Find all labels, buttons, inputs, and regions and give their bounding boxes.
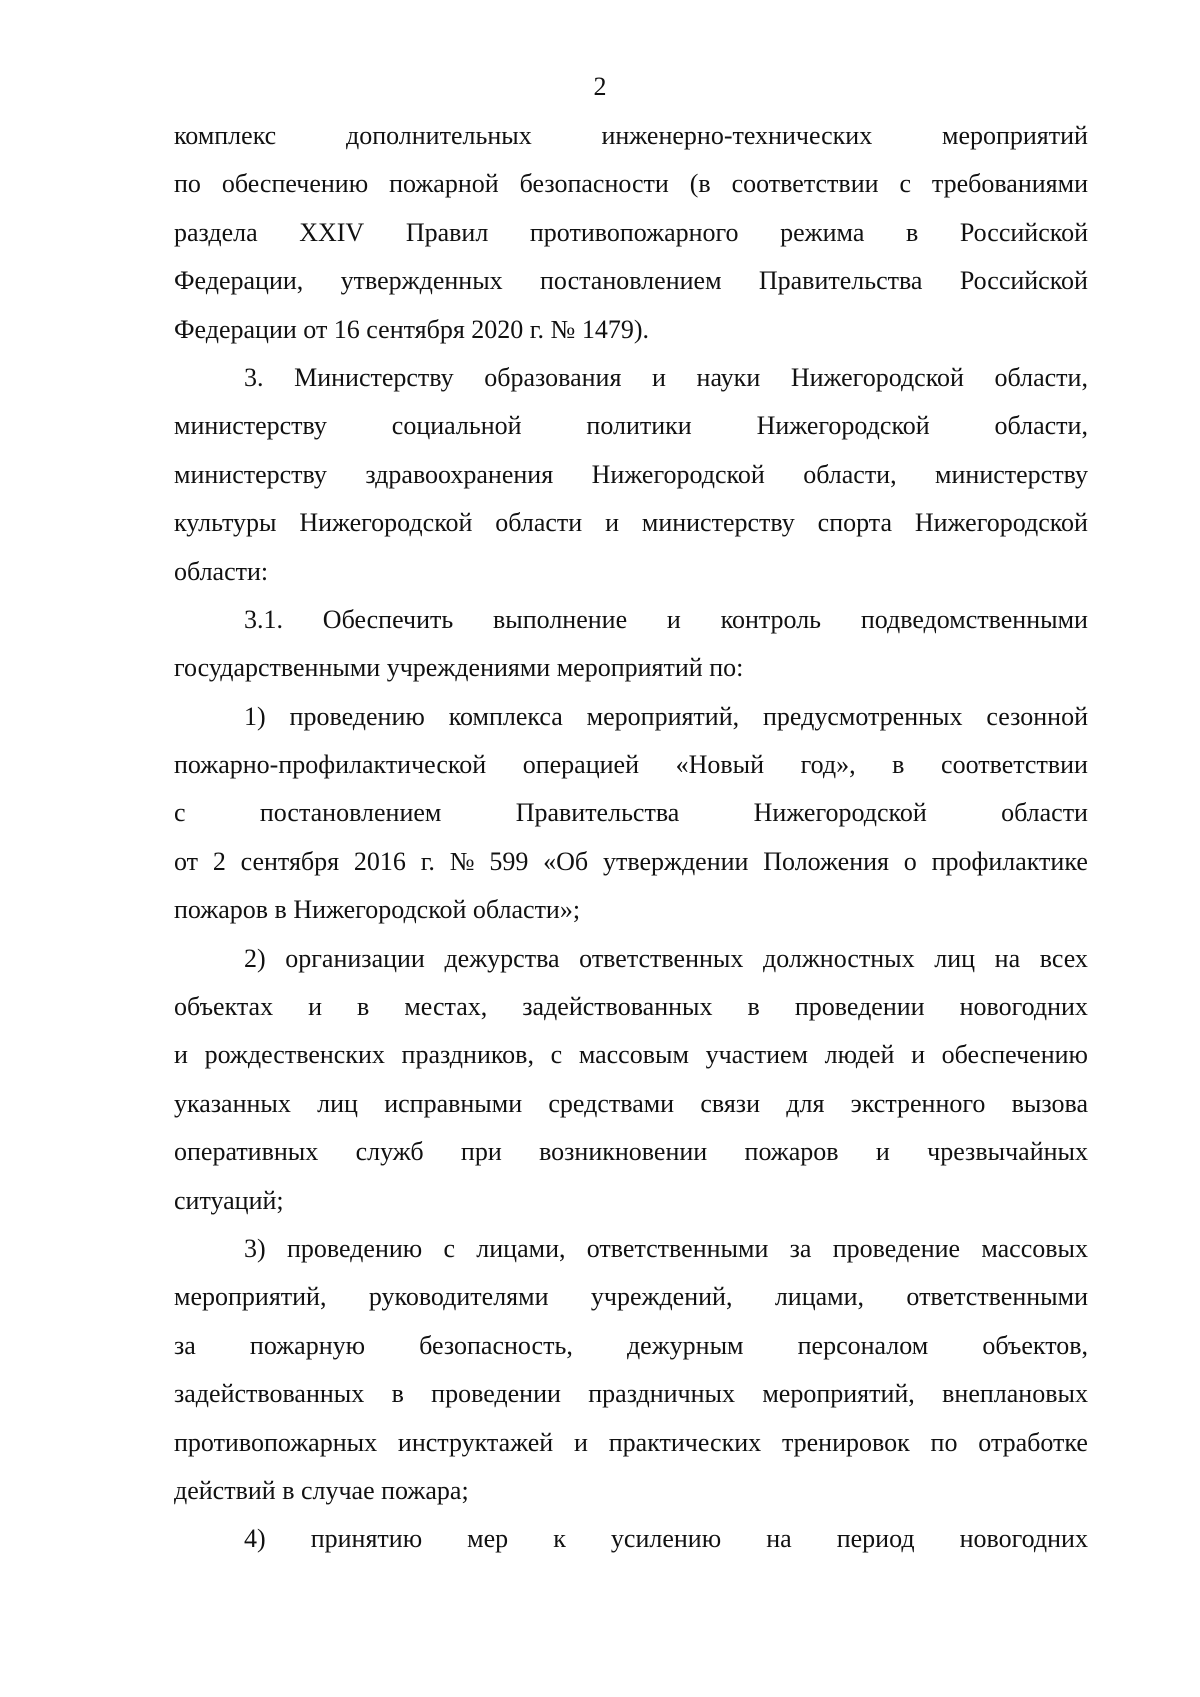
word: массовым (578, 1040, 689, 1070)
word: Правительства (515, 798, 680, 828)
word: местах, (404, 992, 488, 1022)
word: комплекса (448, 701, 563, 731)
word: лиц (934, 943, 976, 973)
word: мероприятий (941, 121, 1088, 150)
word: и (666, 604, 681, 634)
text-line (174, 1370, 1088, 1418)
word: ответственных (579, 943, 744, 973)
word: принятию (310, 1524, 423, 1554)
text-line: государственными учреждениями мероприятий по: (174, 653, 744, 683)
text-line (174, 1273, 1088, 1321)
text-line (174, 789, 1088, 837)
word: г. (420, 846, 435, 876)
word: праздничных (588, 1379, 736, 1409)
word: инженерно-технических (601, 121, 873, 150)
word: служб (355, 1137, 424, 1167)
document-body (174, 112, 1088, 1564)
page-number: 2 (593, 72, 607, 101)
word: 1) (244, 701, 266, 731)
word: контроль (720, 604, 822, 634)
word: мероприятий, (174, 1282, 327, 1312)
word: пожарной (389, 169, 499, 199)
word: области (495, 508, 583, 538)
word: усилению (610, 1524, 722, 1554)
word: оперативных (174, 1137, 319, 1167)
word: и (875, 1137, 890, 1167)
word: 2 (212, 846, 226, 876)
item-1-first-line (174, 693, 1088, 741)
word: период (836, 1524, 915, 1554)
text-line (174, 451, 1088, 499)
word: проведении (431, 1379, 561, 1409)
text-line (174, 209, 1088, 257)
word: новогодних (959, 992, 1088, 1022)
word: противопожарного (529, 217, 739, 247)
word: мероприятий, (762, 1379, 915, 1409)
word: массовых (981, 1233, 1088, 1263)
paragraph-3-first-line (174, 354, 1088, 402)
text-line: пожаров в Нижегородской области»; (174, 895, 581, 925)
text-line: области: (174, 556, 269, 586)
word: по (930, 1427, 958, 1457)
text-line: действий в случае пожара; (174, 1475, 469, 1505)
word: тренировок (781, 1427, 910, 1457)
word: отработке (978, 1427, 1088, 1457)
word: указанных (174, 1088, 291, 1118)
word: объектах (174, 992, 274, 1022)
word: № (449, 846, 475, 876)
word: социальной (391, 411, 522, 441)
word: соответствии (731, 169, 879, 199)
item-3-first-line (174, 1225, 1088, 1273)
word: год», (800, 750, 856, 780)
word: связи (700, 1088, 760, 1118)
word: постановлением (540, 266, 722, 296)
word: (в (689, 169, 711, 199)
word: новогодних (959, 1524, 1088, 1554)
word: комплекс (174, 121, 277, 150)
word: подведомственными (860, 604, 1088, 634)
word: в (357, 992, 370, 1022)
word: безопасность, (419, 1330, 573, 1360)
word: «Об (543, 846, 589, 876)
word: в (391, 1379, 404, 1409)
word: проведению (286, 1233, 423, 1263)
word: возникновении (539, 1137, 708, 1167)
word: лицами, (476, 1233, 566, 1263)
word: от (174, 846, 199, 876)
word: политики (586, 411, 692, 441)
word: предусмотренных (763, 701, 963, 731)
word: объектов, (982, 1330, 1088, 1360)
word: постановлением (259, 798, 442, 828)
word: лиц (317, 1088, 358, 1118)
word: Нижегородской (299, 508, 473, 538)
word: Обеспечить (322, 604, 454, 634)
word: министерству (174, 411, 327, 441)
word: Правительства (758, 266, 923, 296)
word: 2) (244, 943, 266, 973)
word: науки (696, 362, 761, 392)
word: Нижегородской (914, 508, 1088, 538)
word: людей (824, 1040, 895, 1070)
word: и (652, 362, 666, 392)
text-line (174, 1322, 1088, 1370)
word: 4) (244, 1524, 266, 1554)
word: области (1001, 798, 1088, 828)
word: области, (994, 362, 1088, 392)
word: раздела (174, 217, 258, 247)
word: с (550, 1040, 563, 1070)
word: в (892, 750, 905, 780)
word: практических (608, 1427, 762, 1457)
word: пожаров (744, 1137, 839, 1167)
text-line (174, 499, 1088, 547)
word: дополнительных (345, 121, 532, 150)
word: о (903, 846, 917, 876)
word: области, (803, 459, 897, 489)
word: на (766, 1524, 792, 1554)
word: 3) (244, 1233, 266, 1263)
word: и (605, 508, 619, 538)
word: проведению (289, 701, 425, 731)
paragraph-3-1-first-line (174, 596, 1088, 644)
word: участием (705, 1040, 808, 1070)
text-line: Федерации от 16 сентября 2020 г. № 1479). (174, 314, 649, 344)
word: всех (1039, 943, 1088, 973)
word: министерству (174, 459, 327, 489)
word: пожарно-профилактической (174, 750, 487, 780)
word: Министерству (294, 362, 454, 392)
word: Правил (405, 217, 489, 247)
word: обеспечению (221, 169, 369, 199)
text-line (174, 741, 1088, 789)
word: с (899, 169, 911, 199)
word: лицами, (774, 1282, 865, 1312)
word: рождественских (204, 1040, 385, 1070)
text-line: ситуаций; (174, 1185, 284, 1215)
word: 3. (244, 362, 264, 392)
word: Положения (763, 846, 889, 876)
word: требованиями (931, 169, 1088, 199)
text-line (174, 257, 1088, 305)
word: здравоохранения (365, 459, 554, 489)
word: мероприятий, (586, 701, 740, 731)
text-line (174, 1031, 1088, 1079)
word: за (174, 1330, 196, 1360)
word: культуры (174, 508, 277, 538)
word: обеспечению (941, 1040, 1088, 1070)
word: операцией (522, 750, 639, 780)
word: «Новый (675, 750, 765, 780)
text-line (174, 160, 1088, 208)
word: праздников, (401, 1040, 534, 1070)
word: 2016 (353, 846, 406, 876)
word: по (174, 169, 201, 199)
word: с (443, 1233, 456, 1263)
word: на (994, 943, 1021, 973)
word: соответствии (941, 750, 1088, 780)
item-2-first-line (174, 935, 1088, 983)
item-4-first-line (174, 1515, 1088, 1563)
word: экстренного (850, 1088, 986, 1118)
word: Нижегородской (790, 362, 964, 392)
word: утверждении (602, 846, 749, 876)
word: выполнение (493, 604, 628, 634)
word: противопожарных (174, 1427, 378, 1457)
word: организации (285, 943, 425, 973)
word: утвержденных (340, 266, 503, 296)
text-line (174, 1419, 1088, 1467)
word: Федерации, (174, 266, 304, 296)
word: 3.1. (244, 604, 283, 634)
word: образования (484, 362, 622, 392)
word: Нижегородской (756, 411, 930, 441)
word: в (747, 992, 760, 1022)
text-line (174, 112, 1088, 160)
word: режима (780, 217, 865, 247)
word: вызова (1011, 1088, 1088, 1118)
word: Нижегородской (591, 459, 765, 489)
word: проведение (832, 1233, 961, 1263)
word: Нижегородской (753, 798, 927, 828)
word: пожарную (249, 1330, 366, 1360)
word: персоналом (797, 1330, 929, 1360)
word: задействованных (522, 992, 713, 1022)
word: к (553, 1524, 566, 1554)
word: министерству (641, 508, 795, 538)
word: Российской (959, 217, 1088, 247)
word: и (174, 1040, 188, 1070)
word: профилактике (931, 846, 1088, 876)
word: в (905, 217, 919, 247)
word: 599 (489, 846, 529, 876)
word: XXIV (299, 217, 365, 247)
word: проведении (794, 992, 925, 1022)
word: Российской (959, 266, 1088, 296)
text-line (174, 983, 1088, 1031)
word: чрезвычайных (927, 1137, 1088, 1167)
word: и (911, 1040, 925, 1070)
text-line (174, 838, 1088, 886)
word: задействованных (174, 1379, 365, 1409)
word: для (786, 1088, 825, 1118)
word: с (174, 798, 186, 828)
word: внеплановых (942, 1379, 1088, 1409)
word: спорта (817, 508, 892, 538)
word: средствами (548, 1088, 675, 1118)
word: сезонной (986, 701, 1088, 731)
word: дежурным (626, 1330, 744, 1360)
word: за (789, 1233, 812, 1263)
word: мер (467, 1524, 509, 1554)
word: ответственными (586, 1233, 769, 1263)
word: ответственными (906, 1282, 1088, 1312)
word: сентября (240, 846, 340, 876)
word: министерству (935, 459, 1088, 489)
word: и (308, 992, 323, 1022)
word: при (460, 1137, 502, 1167)
word: дежурства (444, 943, 560, 973)
word: инструктажей (397, 1427, 554, 1457)
text-line (174, 402, 1088, 450)
word: должностных (762, 943, 915, 973)
word: руководителями (368, 1282, 549, 1312)
text-line (174, 1080, 1088, 1128)
word: и (574, 1427, 588, 1457)
word: области, (994, 411, 1088, 441)
word: исправными (384, 1088, 523, 1118)
word: безопасности (519, 169, 669, 199)
word: учреждений, (590, 1282, 733, 1312)
text-line (174, 1128, 1088, 1176)
